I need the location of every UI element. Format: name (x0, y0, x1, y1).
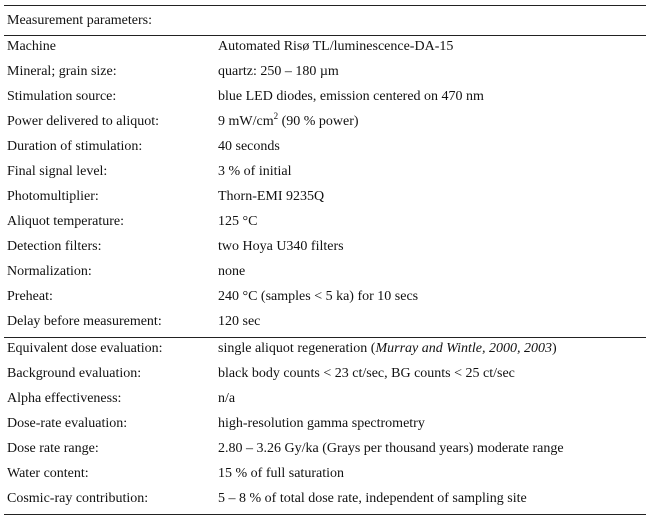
table-row (0, 261, 650, 286)
param-value: 120 sec (218, 314, 261, 329)
section-instrument (0, 36, 650, 336)
param-label: Preheat: (7, 289, 53, 304)
table-row (0, 363, 650, 388)
param-label: Detection filters: (7, 239, 102, 254)
table-row (0, 36, 650, 61)
table-row (0, 413, 650, 438)
param-value: Automated Risø TL/luminescence-DA-15 (218, 39, 454, 54)
table-row (0, 338, 650, 363)
param-label: Stimulation source: (7, 89, 117, 104)
table-row (0, 86, 650, 111)
param-value: 3 % of initial (218, 164, 292, 179)
param-label: Mineral; grain size: (7, 64, 117, 79)
param-value: black body counts < 23 ct/sec, BG counts < 25 ct/sec (218, 366, 515, 381)
table-row (0, 438, 650, 463)
param-value: Thorn-EMI 9235Q (218, 189, 325, 204)
bottom-rule (4, 514, 646, 515)
param-value: 5 – 8 % of total dose rate, independent of sampling site (218, 491, 527, 506)
param-value: two Hoya U340 filters (218, 239, 344, 254)
param-label: Machine (7, 39, 56, 54)
param-label: Equivalent dose evaluation: (7, 341, 163, 356)
param-label: Background evaluation: (7, 366, 142, 381)
param-value: quartz: 250 – 180 µm (218, 64, 339, 79)
value-superscript: 2 (273, 111, 279, 121)
table-row (0, 488, 650, 513)
value-citation: Murray and Wintle, 2000, 2003 (375, 341, 552, 356)
param-value: high-resolution gamma spectrometry (218, 416, 425, 431)
param-value (218, 341, 557, 357)
table-row (0, 186, 650, 211)
table-row (0, 286, 650, 311)
table-row (0, 388, 650, 413)
value-text: (90 % power) (278, 114, 359, 129)
value-text: single aliquot regeneration ( (218, 341, 376, 356)
param-value: none (218, 264, 246, 279)
table-row (0, 136, 650, 161)
param-value: 2.80 – 3.26 Gy/ka (Grays per thousand years) moderate range (218, 441, 564, 456)
param-label: Photomultiplier: (7, 189, 99, 204)
param-label: Alpha effectiveness: (7, 391, 122, 406)
param-label: Dose-rate evaluation: (7, 416, 128, 431)
table-title: Measurement parameters: (7, 13, 152, 28)
param-value: blue LED diodes, emission centered on 470 nm (218, 89, 484, 104)
param-value: 40 seconds (218, 139, 280, 154)
param-label: Normalization: (7, 264, 92, 279)
param-value (218, 111, 359, 130)
value-text: 9 mW/cm (218, 114, 274, 129)
param-label: Final signal level: (7, 164, 108, 179)
top-rule (4, 5, 646, 6)
table-row (0, 111, 650, 136)
param-label: Cosmic-ray contribution: (7, 491, 149, 506)
param-value: 15 % of full saturation (218, 466, 344, 481)
param-label: Dose rate range: (7, 441, 99, 456)
table-row (0, 463, 650, 488)
table-row (0, 161, 650, 186)
param-label: Aliquot temperature: (7, 214, 125, 229)
param-label: Duration of stimulation: (7, 139, 143, 154)
table-row (0, 61, 650, 86)
value-text: ) (552, 341, 557, 356)
param-label: Delay before measurement: (7, 314, 162, 329)
section-evaluation (0, 338, 650, 513)
table-row (0, 236, 650, 261)
param-value: 125 °C (218, 214, 258, 229)
param-label: Water content: (7, 466, 89, 481)
param-value: 240 °C (samples < 5 ka) for 10 secs (218, 289, 419, 304)
table-row (0, 311, 650, 336)
param-value: n/a (218, 391, 236, 406)
table-row (0, 211, 650, 236)
param-label: Power delivered to aliquot: (7, 114, 160, 129)
